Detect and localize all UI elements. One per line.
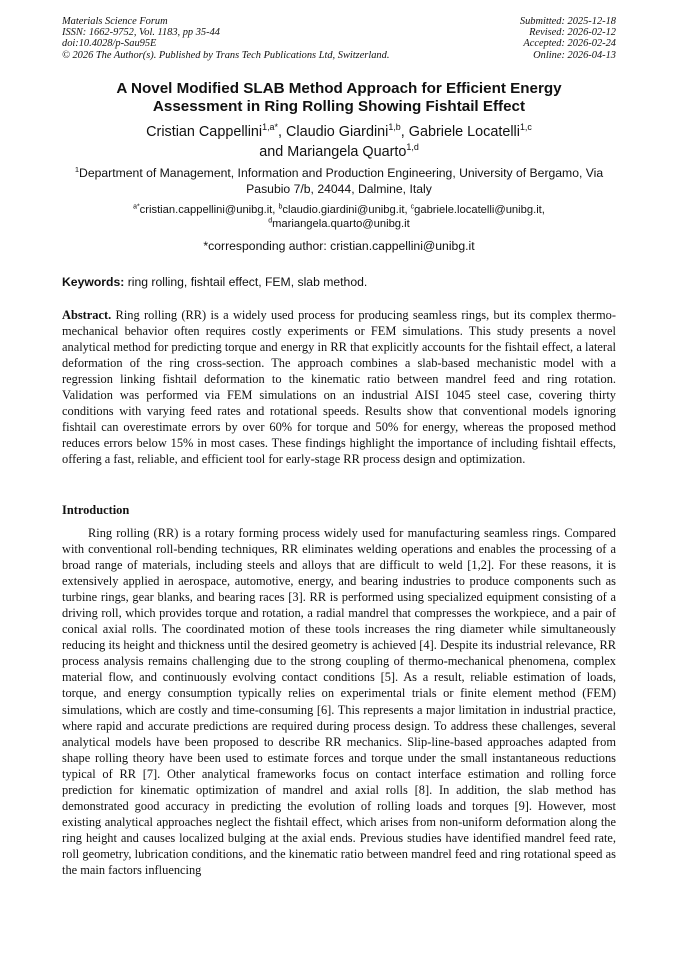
journal-info <box>62 16 389 61</box>
date-online: Online: 2026-04-13 <box>533 49 616 61</box>
title-line-1: A Novel Modified SLAB Method Approach for Efficient Energy <box>116 80 562 97</box>
email-sup: c <box>410 203 415 211</box>
abstract <box>62 307 616 467</box>
email-line-2 <box>62 217 616 231</box>
affiliation-text: Department of Management, Information and Production Engineering, University of Bergamo, Via Pasubio 7/b, 24044, Dalmine, Italy <box>79 166 604 196</box>
email-sup: d <box>268 217 273 225</box>
title-line-2: Assessment in Ring Rolling Showing Fishtail Effect <box>152 98 526 115</box>
journal-doi: doi:10.4028/p-Sau95E <box>62 38 157 50</box>
affiliation <box>62 165 616 197</box>
email-line-1 <box>62 203 616 217</box>
journal-copyright: © 2026 The Author(s). Published by Trans Tech Publications Ltd, Switzerland. <box>62 49 390 61</box>
paper-title <box>40 80 638 116</box>
date-accepted: Accepted: 2026-02-24 <box>523 38 616 50</box>
author-list <box>40 122 638 162</box>
author-line-1 <box>40 122 638 142</box>
journal-name: Materials Science Forum <box>62 16 168 27</box>
section-heading-introduction: Introduction <box>62 503 130 517</box>
email-sup: b <box>278 203 283 211</box>
keywords <box>62 274 616 290</box>
abstract-label: Abstract. <box>62 308 112 322</box>
email-sup: a* <box>133 203 140 211</box>
date-revised: Revised: 2026-02-12 <box>529 27 616 39</box>
corresponding-author: *corresponding author: cristian.cappellini@unibg.it <box>203 239 475 253</box>
email-d: mariangela.quarto@unibg.it <box>272 218 410 230</box>
author-affil-sup: 1,a* <box>262 122 278 133</box>
author-line-2 <box>40 142 638 162</box>
keywords-label: Keywords: <box>62 275 125 289</box>
author-affil-sup: 1,c <box>519 122 532 133</box>
author-emails <box>62 203 616 231</box>
keywords-text: ring rolling, fishtail effect, FEM, slab method. <box>124 275 368 289</box>
email-b: claudio.giardini@unibg.it, <box>282 204 411 216</box>
submission-dates <box>520 16 616 61</box>
author-name: , Gabriele Locatelli <box>400 124 520 140</box>
date-submitted: Submitted: 2025-12-18 <box>519 16 616 27</box>
email-a: cristian.cappellini@unibg.it, <box>139 204 279 216</box>
email-c: gabriele.locatelli@unibg.it, <box>414 204 545 216</box>
introduction-paragraph: Ring rolling (RR) is a rotary forming process widely used for manufacturing seamless rings. Compared with conventional roll-bending techniques, RR eliminates welding operations and enables the processing of a broad range of materials, including steels and alloys that are difficult to weld [1,2]. For these reasons, it is extensively applied in aerospace, automotive, energy, and bearing industries to produce components such as turbine rings, gear blanks, and bearing races [3]. RR is performed using specialized equipment consisting of a driving roll, which provides torque and rotation, a radial mandrel that compresses the workpiece, and a pair of conical axial rolls. The coordinated motion of these tools increases the ring diameter while simultaneously reducing its height and thickness until the desired geometry is achieved [4]. Despite its industrial relevance, RR process analysis remains challenging due to the strong coupling of thermo-mechanical phenomena, complex material flow, and continuously evolving contact conditions [5]. As a result, reliable estimation of loads, torque, and energy consumption typically relies on experimental trials or finite element method (FEM) simulations, which are costly and time-consuming [6]. This represents a major limitation in industrial practice, where rapid and accurate predictions are required during process design. To address these challenges, several analytical models have been proposed to describe RR mechanics. Slip-line-based approaches adapted from shape rolling theory have been used to estimate forces and torque under the small instantaneous reductions typical of RR [7]. Other analytical frameworks focus on contact interface estimation and rolling force prediction for kinematic optimization of mandrel and axial rolls [8]. In addition, the slab method has demonstrated good accuracy in predicting the evolution of rolling loads and torques [9]. However, most existing analytical approaches neglect the fishtail effect, which arises from non-uniform deformation along the ring height and causes localized bulging at the axial ends. Previous studies have identified mandrel feed rate, roll geometry, lubrication conditions, and the kinematic ratio between mandrel feed and ring rotational speed as the main factors influencing <box>62 526 616 877</box>
journal-header <box>62 16 616 61</box>
affiliation-sup: 1 <box>74 164 80 174</box>
author-name: Cristian Cappellini <box>146 124 263 140</box>
journal-issn: ISSN: 1662-9752, Vol. 1183, pp 35-44 <box>62 27 220 39</box>
author-affil-sup: 1,b <box>388 122 401 133</box>
author-name: and Mariangela Quarto <box>259 144 407 160</box>
abstract-text: Ring rolling (RR) is a widely used process for producing seamless rings, but its complex thermo-mechanical behavior often requires costly experiments or FEM simulations. This study presents a novel analytical method for predicting torque and energy in RR that explicitly accounts for the fishtail effect, a lateral deformation of the ring cross-section. The approach combines a slab-based mechanistic model with a regression linking fishtail deformation to the kinematic ratio between mandrel feed and ring rotation. Validation was performed via FEM simulations on an industrial AISI 1045 steel case, covering thirty conditions with varying feed rates and rotational speeds. Results show that conventional models ignoring fishtail can overestimate errors by over 60% for torque and 50% for energy, whereas the proposed method reduces errors below 15% in most cases. These findings highlight the importance of including fishtail effects, offering a fast, reliable, and efficient tool for early-stage RR process design and optimization. <box>62 308 616 467</box>
author-affil-sup: 1,d <box>406 142 419 153</box>
author-name: , Claudio Giardini <box>277 124 389 140</box>
